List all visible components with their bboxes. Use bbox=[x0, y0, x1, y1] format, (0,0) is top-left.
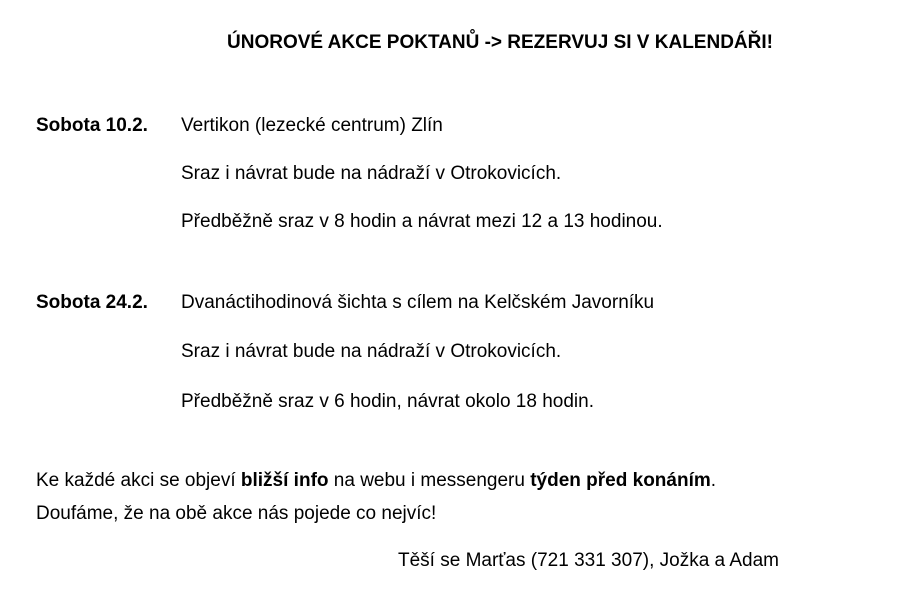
event-meeting-info: Sraz i návrat bude na nádraží v Otrokovicích. bbox=[181, 341, 562, 362]
event-meeting-info: Sraz i návrat bude na nádraží v Otrokovicích. bbox=[181, 163, 562, 184]
footer-closing-line: Doufáme, že na obě akce nás pojede co nejvíc! bbox=[36, 503, 437, 524]
footer-info-line bbox=[36, 470, 716, 492]
page-title: ÚNOROVÉ AKCE POKTANŮ -> REZERVUJ SI V KALENDÁŘI! bbox=[227, 32, 773, 53]
footer-bold-text: bližší info bbox=[240, 470, 329, 491]
event-name: Dvanáctihodinová šichta s cílem na Kelčském Javorníku bbox=[181, 292, 655, 313]
footer-bold-text: týden před konáním bbox=[530, 470, 711, 491]
event-time-info: Předběžně sraz v 6 hodin, návrat okolo 18 hodin. bbox=[181, 391, 594, 412]
event-time-info: Předběžně sraz v 8 hodin a návrat mezi 12 a 13 hodinou. bbox=[181, 211, 663, 232]
event-date: Sobota 10.2. bbox=[36, 115, 148, 136]
footer-text: Ke každé akci se objeví bbox=[36, 470, 241, 491]
event-date: Sobota 24.2. bbox=[36, 292, 148, 313]
footer-text: . bbox=[710, 470, 717, 491]
event-name: Vertikon (lezecké centrum) Zlín bbox=[181, 115, 443, 136]
signature: Těší se Marťas (721 331 307), Jožka a Adam bbox=[398, 550, 779, 571]
footer-text: na webu i messengeru bbox=[328, 470, 531, 491]
